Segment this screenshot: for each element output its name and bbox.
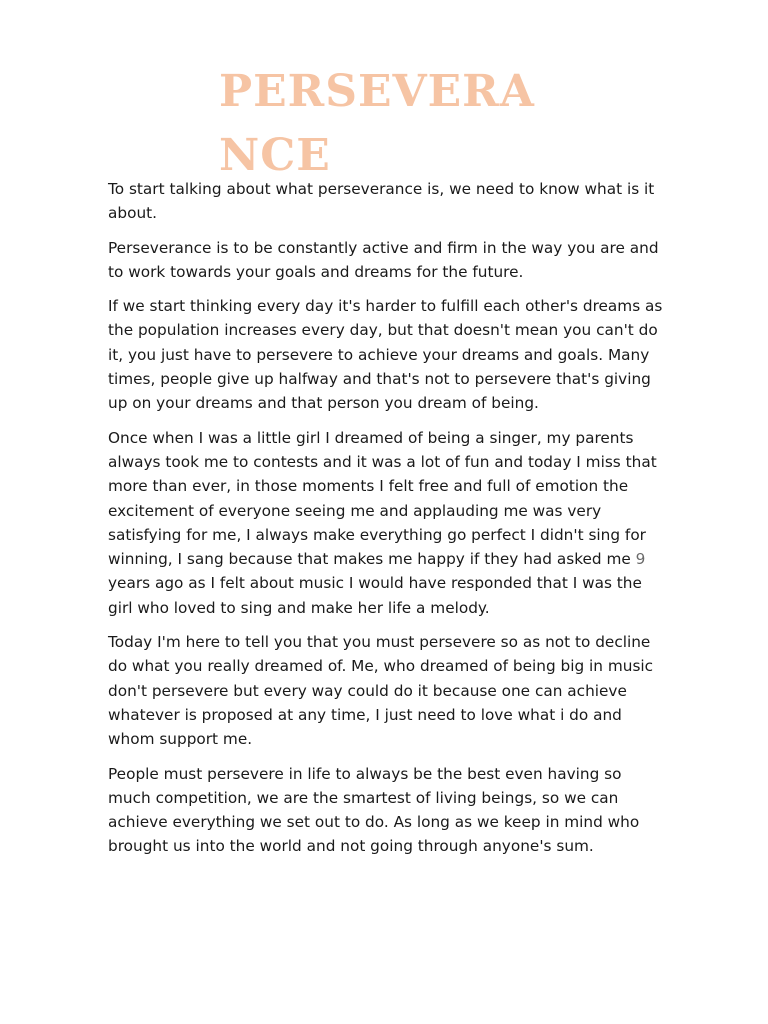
document-body: [108, 177, 668, 869]
paragraph-intro: To start talking about what perseverance is, we need to know what is it about.: [108, 180, 655, 223]
story-years-number: 9: [635, 550, 646, 569]
paragraph-definition: Perseverance is to be constantly active and firm in the way you are and to work towards your goals and dreams for the future.: [108, 238, 659, 281]
story-text-start: Once when I was a little girl I dreamed of being a singer, my parents always took me to contests and it was a lot of fun and today I miss that more than ever, in those moments I felt free and full of emotion the excitement of everyone seeing me and applauding me was very satisfying for me, I always make everything go perfect I didn't sing for winning, I sang because that makes me happy if they had asked me: [108, 428, 657, 569]
paragraph-today: Today I'm here to tell you that you must persevere so as not to decline do what you really dreamed of. Me, who dreamed of being big in music don't persevere but every way could do it because one can achieve whatever is proposed at any time, I just need to love what i do and whom support me.: [108, 633, 654, 749]
paragraph-population: If we start thinking every day it's harder to fulfill each other's dreams as the population increases every day, but that doesn't mean you can't do it, you just have to persevere to achieve your dreams and goals. Many times, people give up halfway and that's not to persevere that's giving up on your dreams and that person you dream of being.: [108, 297, 663, 413]
paragraph-conclusion: People must persevere in life to always be the best even having so much competition, we are the smartest of living beings, so we can achieve everything we set out to do. As long as we keep in mind who brought us into the world and not going through anyone's sum.: [108, 764, 640, 856]
story-text-end: years ago as I felt about music I would have responded that I was the girl who loved to sing and make her life a melody.: [108, 574, 642, 617]
paragraph-story: [108, 426, 668, 620]
document-title: PERSEVERANCE: [219, 66, 535, 181]
